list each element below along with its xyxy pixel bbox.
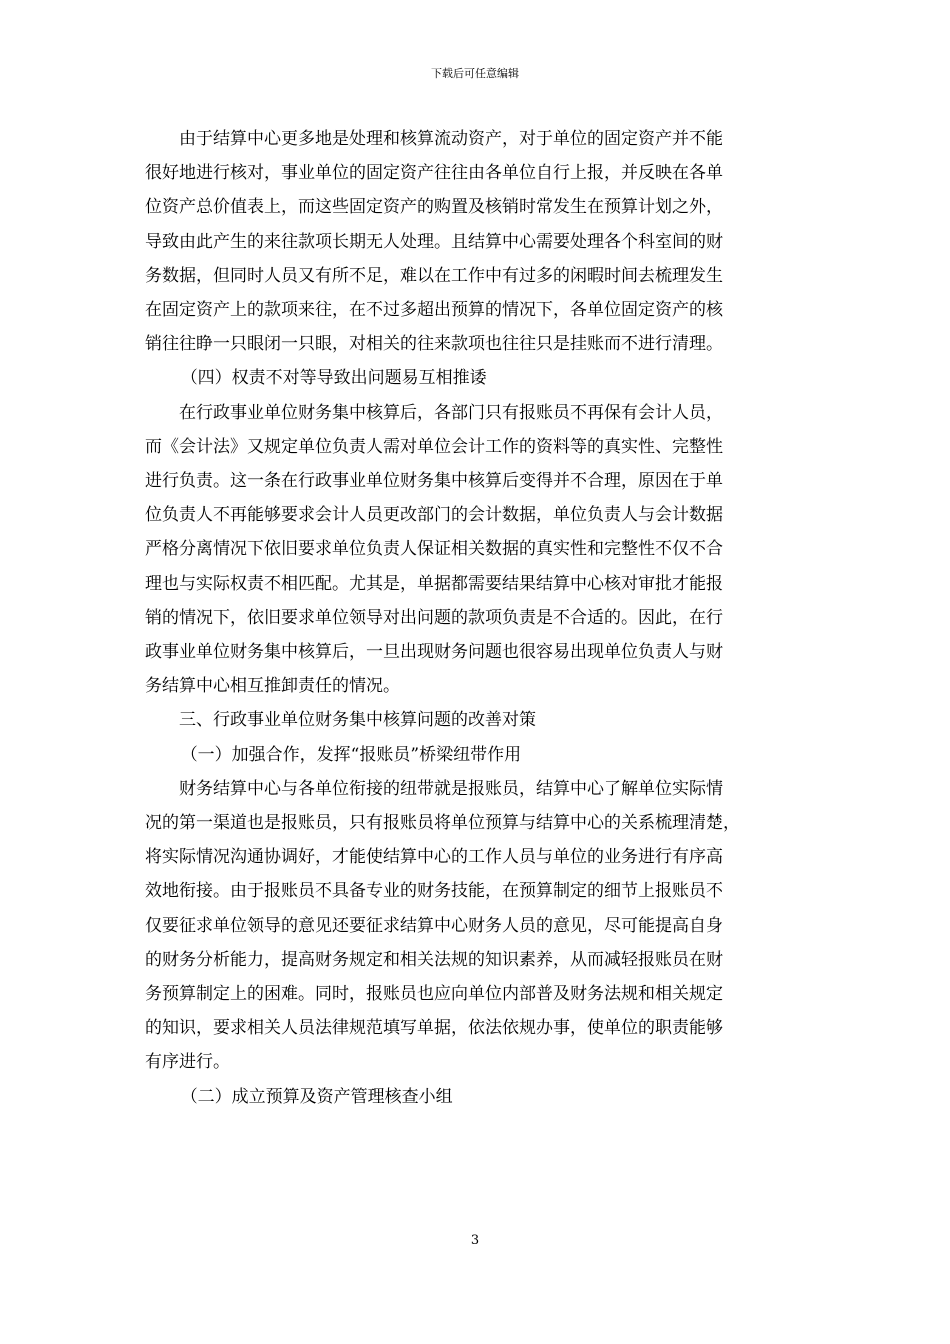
paragraph-accountant (145, 772, 815, 1080)
paragraph-line: 有序进行。 (145, 1052, 230, 1073)
paragraph-line: 在行政事业单位财务集中核算后，各部门只有报账员不再保有会计人员， (179, 402, 723, 423)
paragraph-line: 销的情况下，依旧要求单位领导对出问题的款项负责是不合适的。因此，在行 (145, 607, 723, 628)
paragraph-line: 销往往睁一只眼闭一只眼，对相关的往来款项也往往只是挂账而不进行清理。 (145, 334, 723, 355)
paragraph-line: 政事业单位财务集中核算后，一旦出现财务问题也很容易出现单位负责人与财 (145, 642, 723, 663)
document-body (145, 122, 815, 1114)
page-header: 下载后可任意编辑 (431, 67, 519, 80)
section-heading-4: （四）权责不对等导致出问题易互相推诿 (180, 368, 487, 389)
subsection-heading-2: （二）成立预算及资产管理核查小组 (180, 1086, 453, 1107)
paragraph-line: 的财务分析能力，提高财务规定和相关法规的知识素养，从而减轻报账员在财 (145, 949, 723, 970)
paragraph-line: 务结算中心相互推卸责任的情况。 (145, 676, 400, 697)
paragraph-fixed-assets (145, 122, 815, 361)
paragraph-line: 仅要征求单位领导的意见还要征求结算中心财务人员的意见，尽可能提高自身 (145, 915, 723, 936)
paragraph-line: 位资产总价值表上，而这些固定资产的购置及核销时常发生在预算计划之外， (145, 197, 723, 218)
paragraph-line: 理也与实际权责不相匹配。尤其是，单据都需要结果结算中心核对审批才能报 (145, 573, 723, 594)
paragraph-line: 效地衔接。由于报账员不具备专业的财务技能，在预算制定的细节上报账员不 (145, 881, 723, 902)
paragraph-line: 而《会计法》又规定单位负责人需对单位会计工作的资料等的真实性、完整性 (145, 436, 723, 457)
paragraph-line: 由于结算中心更多地是处理和核算流动资产，对于单位的固定资产并不能 (179, 129, 723, 149)
paragraph-line: 导致由此产生的来往款项长期无人处理。且结算中心需要处理各个科室间的财 (145, 231, 723, 252)
paragraph-line: 位负责人不再能够要求会计人员更改部门的会计数据，单位负责人与会计数据 (145, 505, 723, 526)
paragraph-line: 进行负责。这一条在行政事业单位财务集中核算后变得并不合理，原因在于单 (145, 471, 723, 492)
paragraph-responsibility (145, 396, 815, 704)
section-heading-3: 三、行政事业单位财务集中核算问题的改善对策 (179, 710, 536, 731)
paragraph-line: 务预算制定上的困难。同时，报账员也应向单位内部普及财务法规和相关规定 (145, 984, 723, 1005)
subsection-heading-1: （一）加强合作，发挥“报账员”桥梁纽带作用 (180, 744, 522, 765)
paragraph-line: 很好地进行核对，事业单位的固定资产往往由各单位自行上报，并反映在各单 (145, 163, 723, 184)
paragraph-line: 务数据，但同时人员又有所不足，难以在工作中有过多的闲暇时间去梳理发生 (145, 265, 723, 286)
paragraph-line: 在固定资产上的款项来往，在不过多超出预算的情况下，各单位固定资产的核 (145, 300, 723, 321)
paragraph-line: 况的第一渠道也是报账员，只有报账员将单位预算与结算中心的关系梳理清楚， (145, 813, 740, 834)
paragraph-line: 财务结算中心与各单位衔接的纽带就是报账员，结算中心了解单位实际情 (179, 778, 723, 799)
paragraph-line: 将实际情况沟通协调好，才能使结算中心的工作人员与单位的业务进行有序高 (145, 847, 723, 868)
paragraph-line: 严格分离情况下依旧要求单位负责人保证相关数据的真实性和完整性不仅不合 (145, 539, 723, 560)
paragraph-line: 的知识，要求相关人员法律规范填写单据，依法依规办事，使单位的职责能够 (145, 1018, 723, 1039)
page-number: 3 (470, 1233, 480, 1248)
